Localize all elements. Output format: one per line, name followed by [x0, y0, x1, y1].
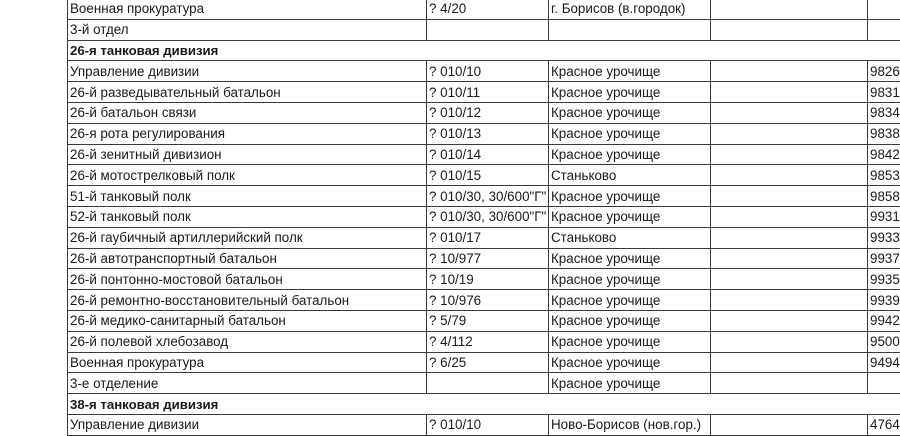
table-row — [68, 290, 900, 311]
unit-name-cell[interactable]: 26-й ремонтно-восстановительный батальон — [68, 290, 427, 311]
location-cell[interactable]: Красное урочище — [549, 310, 711, 331]
location-cell[interactable]: Красное урочище — [549, 144, 711, 165]
section-title[interactable]: 26-я танковая дивизия — [68, 40, 900, 61]
unit-code-cell[interactable]: ? 10/19 — [427, 269, 549, 290]
unit-code-cell[interactable]: ? 010/30, 30/600"Г" — [427, 206, 549, 227]
unit-number-cell[interactable]: 9935 — [868, 269, 900, 290]
location-cell[interactable] — [549, 19, 711, 40]
blank-cell[interactable] — [711, 290, 868, 311]
location-cell[interactable]: Красное урочище — [549, 352, 711, 373]
blank-cell[interactable] — [711, 102, 868, 123]
unit-name-cell[interactable]: 26-й мотострелковый полк — [68, 165, 427, 186]
blank-cell[interactable] — [711, 414, 868, 435]
unit-number-cell[interactable] — [868, 373, 900, 394]
unit-number-cell[interactable]: 9494 — [868, 352, 900, 373]
blank-cell[interactable] — [711, 0, 868, 19]
unit-name-cell[interactable]: 26-й автотранспортный батальон — [68, 248, 427, 269]
unit-code-cell[interactable]: ? 010/17 — [427, 227, 549, 248]
unit-code-cell[interactable]: ? 6/25 — [427, 352, 549, 373]
blank-cell[interactable] — [711, 206, 868, 227]
unit-number-cell[interactable]: 9942 — [868, 310, 900, 331]
blank-cell[interactable] — [711, 352, 868, 373]
section-title[interactable]: 38-я танковая дивизия — [68, 394, 900, 415]
location-cell[interactable]: Красное урочище — [549, 248, 711, 269]
location-cell[interactable]: Красное урочище — [549, 186, 711, 207]
unit-number-cell[interactable]: 9834 — [868, 102, 900, 123]
unit-name-cell[interactable]: 26-й медико-санитарный батальон — [68, 310, 427, 331]
unit-name-cell[interactable]: 52-й танковый полк — [68, 206, 427, 227]
unit-code-cell[interactable] — [427, 19, 549, 40]
location-cell[interactable]: Станьково — [549, 165, 711, 186]
unit-number-cell[interactable]: 9939 — [868, 290, 900, 311]
unit-code-cell[interactable]: ? 4/112 — [427, 331, 549, 352]
unit-number-cell[interactable]: 9937 — [868, 248, 900, 269]
section-header-row — [68, 394, 900, 415]
location-cell[interactable]: Красное урочище — [549, 206, 711, 227]
table-row — [68, 248, 900, 269]
unit-number-cell[interactable]: 9858 — [868, 186, 900, 207]
unit-name-cell[interactable]: 26-й зенитный дивизион — [68, 144, 427, 165]
section-header-row — [68, 40, 900, 61]
unit-number-cell[interactable]: 9831 — [868, 82, 900, 103]
blank-cell[interactable] — [711, 123, 868, 144]
unit-number-cell[interactable]: 9853 — [868, 165, 900, 186]
location-cell[interactable]: Красное урочище — [549, 373, 711, 394]
unit-name-cell[interactable]: 26-й разведывательный батальон — [68, 82, 427, 103]
unit-code-cell[interactable]: ? 010/11 — [427, 82, 549, 103]
blank-cell[interactable] — [711, 144, 868, 165]
blank-cell[interactable] — [711, 248, 868, 269]
blank-cell[interactable] — [711, 82, 868, 103]
units-table-body — [68, 0, 900, 435]
table-row — [68, 206, 900, 227]
unit-code-cell[interactable]: ? 5/79 — [427, 310, 549, 331]
table-row — [68, 331, 900, 352]
location-cell[interactable]: Красное урочище — [549, 102, 711, 123]
unit-number-cell[interactable] — [868, 19, 900, 40]
unit-code-cell[interactable]: ? 010/14 — [427, 144, 549, 165]
location-cell[interactable]: Красное урочище — [549, 123, 711, 144]
table-row — [68, 0, 900, 19]
unit-code-cell[interactable]: ? 010/10 — [427, 61, 549, 82]
unit-code-cell[interactable]: ? 010/30, 30/600"Г" — [427, 186, 549, 207]
table-row — [68, 61, 900, 82]
units-table — [67, 0, 900, 436]
table-row — [68, 144, 900, 165]
table-row — [68, 165, 900, 186]
unit-name-cell[interactable]: 3-е отделение — [68, 373, 427, 394]
blank-cell[interactable] — [711, 165, 868, 186]
unit-code-cell[interactable]: ? 10/976 — [427, 290, 549, 311]
blank-cell[interactable] — [711, 310, 868, 331]
table-row — [68, 373, 900, 394]
unit-number-cell[interactable]: 9838 — [868, 123, 900, 144]
unit-code-cell[interactable]: ? 010/10 — [427, 414, 549, 435]
table-row — [68, 123, 900, 144]
unit-name-cell[interactable]: Управление дивизии — [68, 414, 427, 435]
table-row — [68, 82, 900, 103]
unit-name-cell[interactable]: 26-я рота регулирования — [68, 123, 427, 144]
location-cell[interactable]: Ново-Борисов (нов.гор.) — [549, 414, 711, 435]
blank-cell[interactable] — [711, 269, 868, 290]
blank-cell[interactable] — [711, 61, 868, 82]
unit-code-cell[interactable]: ? 10/977 — [427, 248, 549, 269]
unit-number-cell[interactable]: 9931 — [868, 206, 900, 227]
location-cell[interactable]: Станьково — [549, 227, 711, 248]
blank-cell[interactable] — [711, 19, 868, 40]
unit-number-cell[interactable]: 9826 — [868, 61, 900, 82]
location-cell[interactable]: Красное урочище — [549, 61, 711, 82]
location-cell[interactable]: Красное урочище — [549, 290, 711, 311]
location-cell[interactable]: г. Борисов (в.городок) — [549, 0, 711, 19]
location-cell[interactable]: Красное урочище — [549, 82, 711, 103]
table-row — [68, 269, 900, 290]
unit-name-cell[interactable]: Управление дивизии — [68, 61, 427, 82]
unit-name-cell[interactable]: 3-й отдел — [68, 19, 427, 40]
table-row — [68, 227, 900, 248]
table-row — [68, 102, 900, 123]
table-row — [68, 19, 900, 40]
table-row — [68, 414, 900, 435]
unit-name-cell[interactable]: 26-й гаубичный артиллерийский полк — [68, 227, 427, 248]
blank-cell[interactable] — [711, 227, 868, 248]
table-row — [68, 186, 900, 207]
unit-name-cell[interactable]: 26-й понтонно-мостовой батальон — [68, 269, 427, 290]
unit-code-cell[interactable]: ? 010/12 — [427, 102, 549, 123]
unit-number-cell[interactable] — [868, 0, 900, 19]
blank-cell[interactable] — [711, 373, 868, 394]
blank-cell[interactable] — [711, 331, 868, 352]
unit-number-cell[interactable]: 9842 — [868, 144, 900, 165]
unit-code-cell[interactable]: ? 010/13 — [427, 123, 549, 144]
unit-code-cell[interactable]: ? 4/20 — [427, 0, 549, 19]
unit-number-cell[interactable]: 9500 — [868, 331, 900, 352]
location-cell[interactable]: Красное урочище — [549, 331, 711, 352]
unit-number-cell[interactable]: 4764 — [868, 414, 900, 435]
unit-name-cell[interactable]: 26-й батальон связи — [68, 102, 427, 123]
unit-code-cell[interactable]: ? 010/15 — [427, 165, 549, 186]
table-row — [68, 310, 900, 331]
location-cell[interactable]: Красное урочище — [549, 269, 711, 290]
blank-cell[interactable] — [711, 186, 868, 207]
table-row — [68, 352, 900, 373]
unit-number-cell[interactable]: 9933 — [868, 227, 900, 248]
unit-code-cell[interactable] — [427, 373, 549, 394]
unit-name-cell[interactable]: 26-й полевой хлебозавод — [68, 331, 427, 352]
unit-name-cell[interactable]: 51-й танковый полк — [68, 186, 427, 207]
unit-name-cell[interactable]: Военная прокуратура — [68, 0, 427, 19]
unit-name-cell[interactable]: Военная прокуратура — [68, 352, 427, 373]
